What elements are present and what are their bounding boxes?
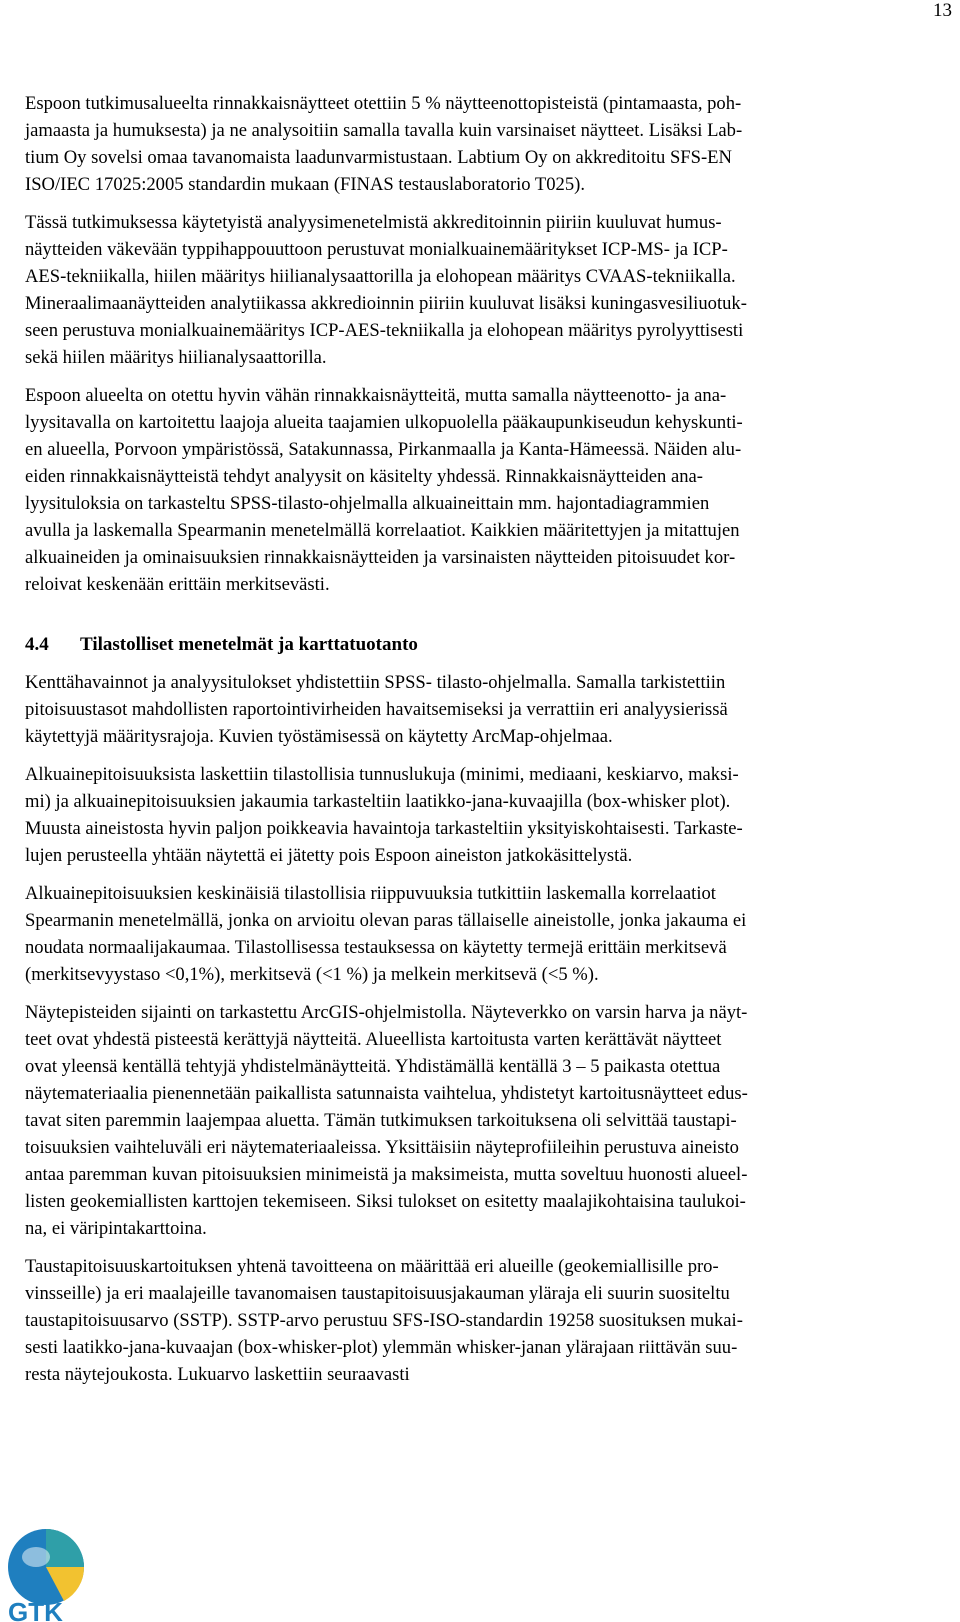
section-title: Tilastolliset menetelmät ja karttatuotanto (80, 634, 418, 655)
gtk-logo-icon (6, 1521, 92, 1622)
paragraph-naytepisteet: Näytepisteiden sijainti on tarkastettu ArcGIS-ohjelmistolla. Näyteverkko on varsin harva ja näyt- teet ovat yhdestä pisteestä kerättyjä näytteitä. Alueellista kartoitusta varten kerättävät näytteet ovat yleensä kentällä tehtyjä yhdistelmänäytteitä. Yhdistämällä kentällä 3 – 5 paikasta otettua näytemateriaalia pienennetään paikallista satunnaista vaihtelua, yhdistetyt kartoitusnäytteet edus- tavat siten paremmin laajempaa aluetta. Tämän tutkimuksen tarkoituksena oli selvittää taustapi- toisuuksien vaihteluväli eri näytemateriaaleissa. Yksittäisiin näyteprofiileihin perustuva aineisto antaa paremman kuvan pitoisuuksien minimeistä ja maksimeista, mutta soveltuu huonosti alueel- listen geokemiallisten karttojen tekemiseen. Siksi tulokset on esitetty maalajikohtaisina taulukoi- na, ei väripintakarttoina. (25, 1002, 748, 1239)
paragraph-espoon-rinnakkaisnaytteet: Espoon alueelta on otettu hyvin vähän rinnakkaisnäytteitä, mutta samalla näytteenotto- ja ana- lyysitavalla on kartoitettu laajoja alueita taajamien ulkopuolella pääkaupunkiseudun kehyskunti- en alueella, Porvoon ympäristössä, Satakunnassa, Pirkanmaalla ja Kanta-Hämeessä. Näiden alu- eiden rinnakkaisnäytteistä tehdyt analyysit on käsitelty yhdessä. Rinnakkaisnäytteiden ana- lyysituloksia on tarkasteltu SPSS-tilasto-ohjelmalla alkuaineittain mm. hajontadiagrammien avulla ja laskemalla Spearmanin menetelmällä korrelaatiot. Kaikkien määritettyjen ja mitattujen alkuaineiden ja ominaisuuksien rinnakkaisnäytteiden ja varsinaisten näytteiden pitoisuudet kor- reloivat keskenään erittäin merkitsevästi. (25, 385, 743, 595)
paragraph-akkreditointi: Tässä tutkimuksessa käytetyistä analyysimenetelmistä akkreditoinnin piiriin kuuluvat humus- näytteiden väkevään typpihappouuttoon perustuvat monialkuainemääritykset ICP-MS- ja ICP- AES-tekniikalla, hiilen määritys hiilianalysaattorilla ja elohopean määritys CVAAS-tekniikalla. Mineraalimaanäytteiden analytiikassa akkredioinnin piiriin kuuluvat lisäksi kuningasvesiliuotuk- seen perustuva monialkuainemääritys ICP-AES-tekniikalla ja elohopean määritys pyrolyyttisesti sekä hiilen määritys hiilianalysaattorilla. (25, 212, 747, 368)
paragraph-tunnusluvut: Alkuainepitoisuuksista laskettiin tilastollisia tunnuslukuja (minimi, mediaani, keskiarvo, maksi- mi) ja alkuainepitoisuuksien jakaumia tarkasteltiin laatikko-jana-kuvaajilla (box-whisker plot). Muusta aineistosta hyvin paljon poikkeavia havaintoja tarkasteltiin yksityiskohtaisesti. Tarkaste- lujen perusteella yhtään näytettä ei jätetty pois Espoon aineiston jatkokäsittelystä. (25, 764, 743, 866)
paragraph-taustapitoisuus: Taustapitoisuuskartoituksen yhtenä tavoitteena on määrittää eri alueille (geokemiallisille pro- vinsseille) ja eri maalajeille tavanomaisen taustapitoisuusjakauman yläraja eli suurin suositeltu taustapitoisuusarvo (SSTP). SSTP-arvo perustuu SFS-ISO-standardin 19258 suosituksen mukai- sesti laatikko-jana-kuvaajan (box-whisker-plot) ylemmän whisker-janan ylärajaan riittävän suu- resta näytejoukosta. Lukuarvo laskettiin seuraavasti (25, 1256, 743, 1385)
paragraph-korrelaatiot: Alkuainepitoisuuksien keskinäisiä tilastollisia riippuvuuksia tutkittiin laskemalla korrelaatiot Spearmanin menetelmällä, jonka on arvioitu olevan paras tällaiselle aineistolle, jonka jakauma ei noudata normaalijakaumaa. Tilastollisessa testauksessa on käytetty termejä erittäin merkitsevä (merkitsevyystaso <0,1%), merkitsevä (<1 %) ja melkein merkitsevä (<5 %). (25, 883, 747, 985)
paragraph-kenttahavainnot: Kenttähavainnot ja analyysitulokset yhdistettiin SPSS- tilasto-ohjelmalla. Samalla tarkistettiin pitoisuustasot mahdollisten raportointivirheiden havaitsemiseksi ja verrattiin eri analyysierissä käytettyjä määritysrajoja. Kuvien työstämisessä on käytetty ArcMap-ohjelmaa. (25, 672, 728, 747)
gtk-logo-text: GTK (8, 1597, 63, 1622)
paragraph-rinnakkaisnaytteet: Espoon tutkimusalueelta rinnakkaisnäytteet otettiin 5 % näytteenottopisteistä (pintamaasta, poh- jamaasta ja humuksesta) ja ne analysoitiin samalla tavalla kuin varsinaiset näytteet. Lisäksi Lab- tium Oy sovelsi omaa tavanomaista laadunvarmistustaan. Labtium Oy on akkreditoitu SFS-EN ISO/IEC 17025:2005 standardin mukaan (FINAS testauslaboratorio T025). (25, 93, 743, 195)
page-number: 13 (933, 0, 952, 21)
section-heading (25, 631, 931, 658)
gtk-logo (6, 1521, 92, 1622)
section-number: 4.4 (25, 634, 49, 655)
document-body (25, 90, 931, 1399)
